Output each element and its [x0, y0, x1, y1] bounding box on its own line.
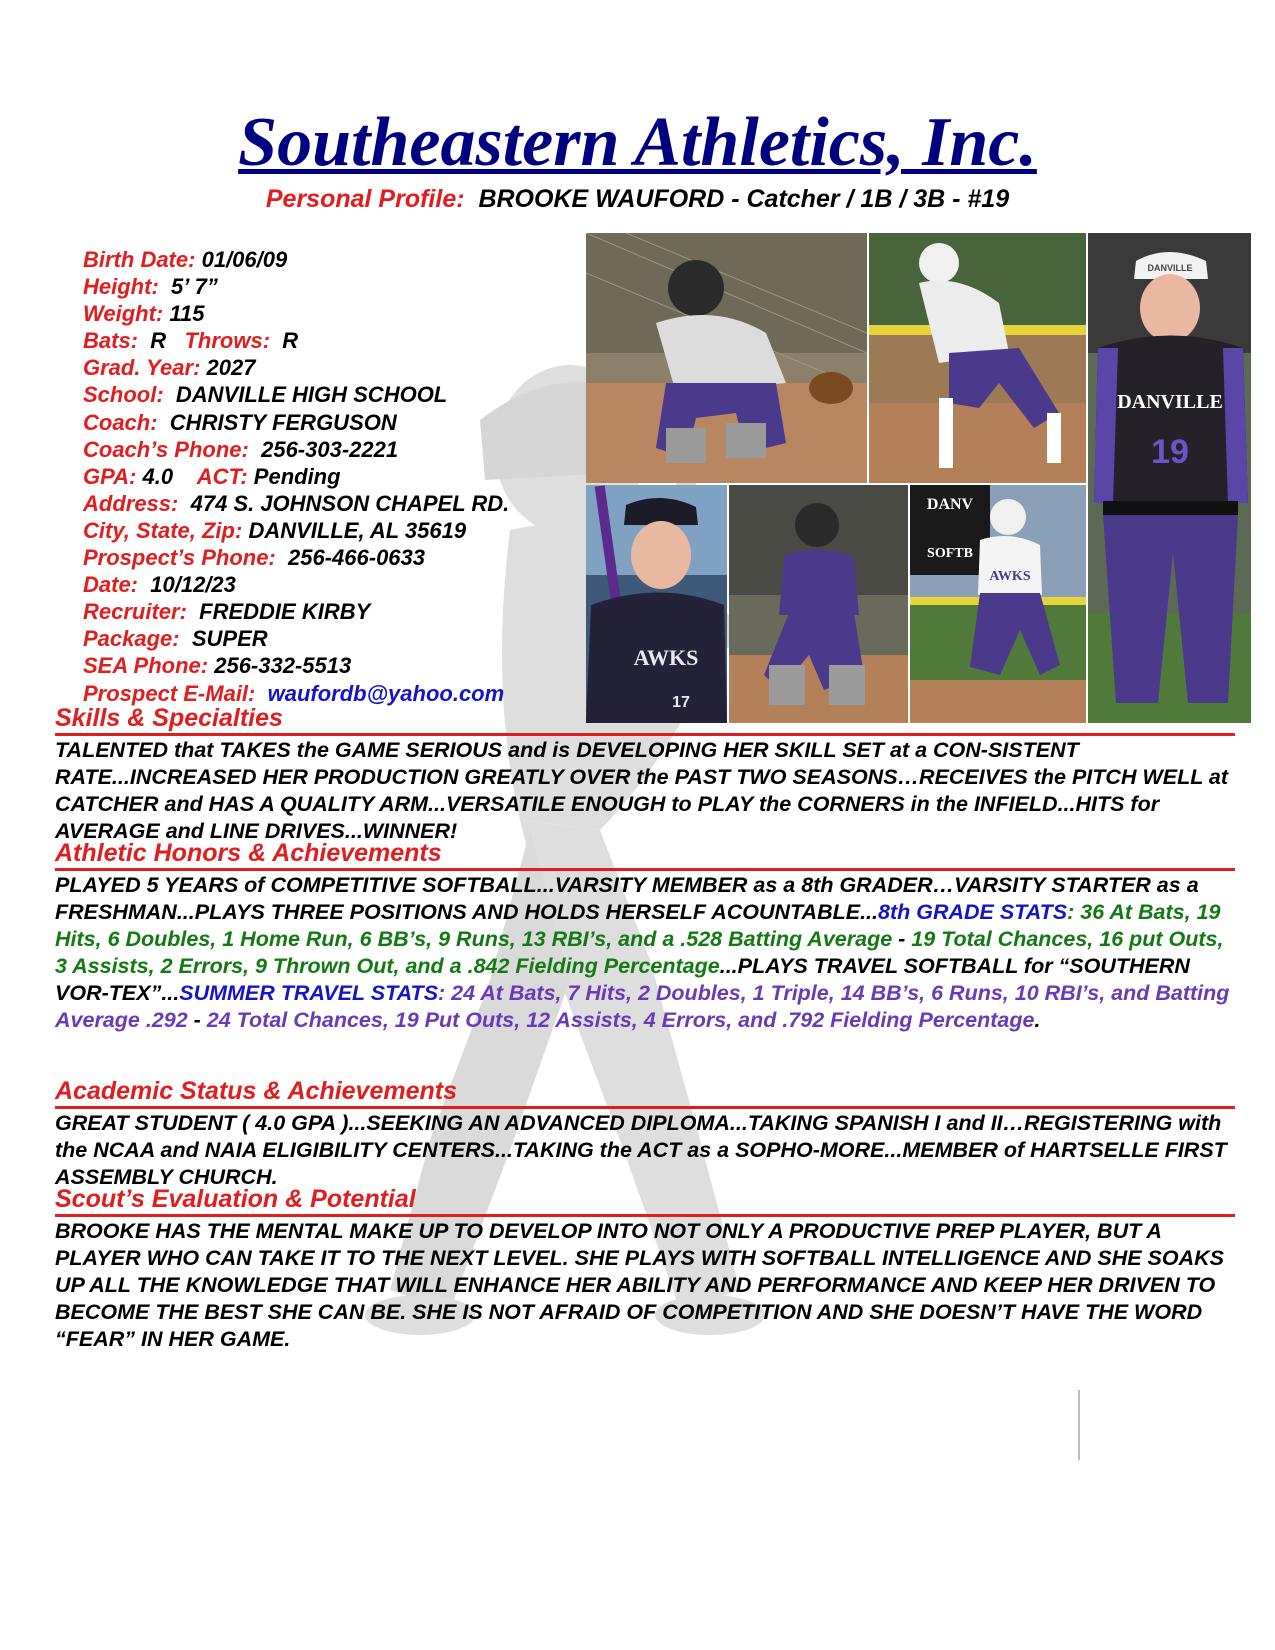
- profile-label: Personal Profile:: [265, 185, 465, 213]
- photo-kneeling-catcher: [729, 485, 908, 723]
- photo-with-bat: [586, 485, 727, 723]
- section-skills: [55, 703, 1235, 845]
- info-row-birth-date: Birth Date: 01/06/09: [83, 247, 288, 272]
- info-row-prospect-phone: Prospect’s Phone: 256-466-0633: [83, 545, 426, 571]
- info-row-package: Package: SUPER: [83, 626, 268, 652]
- section-heading-scout: Scout’s Evaluation & Potential: [55, 1184, 1235, 1217]
- visor-text: DANVILLE: [1147, 263, 1193, 273]
- photo-collage: [586, 233, 1251, 723]
- section-heading-skills: Skills & Specialties: [55, 703, 1235, 736]
- info-row-school: School: DANVILLE HIGH SCHOOL: [83, 382, 448, 408]
- shirt-text-2: AWKS: [989, 569, 1031, 584]
- section-academic: [55, 1076, 1235, 1191]
- photo-runner-lead: [869, 233, 1086, 483]
- sign-text-1: DANV: [926, 496, 974, 513]
- info-row-city-state-zip: City, State, Zip: DANVILLE, AL 35619: [83, 517, 467, 543]
- profile-info-list: [83, 246, 583, 707]
- section-body-academic: GREAT STUDENT ( 4.0 GPA )...SEEKING AN ADVANCED DIPLOMA...TAKING SPANISH I and II…REGISTERING with the NCAA and NAIA ELIGIBILITY CENTERS...TAKING the ACT as a SOPHO-MORE...MEMBER of HARTSELLE FIRST ASSEMBLY CHURCH.: [55, 1111, 1227, 1189]
- prospect-email-link[interactable]: waufordb@yahoo.com: [267, 680, 505, 706]
- photo-portrait-jersey: [1088, 233, 1251, 723]
- decorative-divider: [1078, 1390, 1080, 1460]
- profile-heading: [0, 186, 1275, 214]
- jersey-text: DANVILLE: [1117, 391, 1223, 413]
- photo-ready-stance: [910, 485, 1086, 723]
- section-heading-academic: Academic Status & Achievements: [55, 1076, 1235, 1109]
- info-row-sea-phone: SEA Phone: 256-332-5513: [83, 653, 352, 679]
- info-row-date: Date: 10/12/23: [83, 572, 236, 598]
- section-body-athletic: PLAYED 5 YEARS of COMPETITIVE SOFTBALL...VARSITY MEMBER as a 8th GRADER…VARSITY STARTER as a FRESHMAN...PLAYS THREE POSITIONS AND HOLDS HERSELF ACOUNTABLE...8th GRADE STATS: 36 At Bats, 19 Hits, 6 Doubles, 1 Home Run, 6 BB’s, 9 Runs, 13 RBI’s, and a .528 Batting Average - 19 Total Chances, 16 put Outs, 3 Assists, 2 Errors, 9 Thrown Out, and a .842 Fielding Percentage...PLAYS TRAVEL SOFTBALL for “SOUTHERN VOR-TEX”...SUMMER TRAVEL STATS: 24 At Bats, 7 Hits, 2 Doubles, 1 Triple, 14 BB’s, 6 Runs, 10 RBI’s, and Batting Average .292 - 24 Total Chances, 19 Put Outs, 12 Assists, 4 Errors, and .792 Fielding Percentage.: [55, 873, 1230, 1032]
- photo-catcher-crouch: [586, 233, 867, 483]
- info-row-gpa-act: GPA: 4.0 ACT: Pending: [83, 463, 341, 489]
- section-heading-athletic: Athletic Honors & Achievements: [55, 838, 1235, 871]
- info-row-height: Height: 5’ 7”: [83, 274, 218, 300]
- shirt-text-1: AWKS: [633, 645, 699, 670]
- section-body-skills: TALENTED that TAKES the GAME SERIOUS and is DEVELOPING HER SKILL SET at a CON-SISTENT RATE...INCREASED HER PRODUCTION GREATLY OVER the PAST TWO SEASONS…RECEIVES the PITCH WELL at CATCHER and HAS A QUALITY ARM...VERSATILE ENOUGH to PLAY the CORNERS in the INFIELD...HITS for AVERAGE and LINE DRIVES...WINNER!: [55, 738, 1229, 843]
- section-athletic: [55, 838, 1235, 1034]
- sign-text-2: SOFTB: [927, 546, 973, 561]
- section-body-scout: BROOKE HAS THE MENTAL MAKE UP TO DEVELOP INTO NOT ONLY A PRODUCTIVE PREP PLAYER, BUT A PLAYER WHO CAN TAKE IT TO THE NEXT LEVEL. SHE PLAYS WITH SOFTBALL INTELLIGENCE AND SHE SOAKS UP ALL THE KNOWLEDGE THAT WILL ENHANCE HER ABILITY AND PERFORMANCE AND KEEP HER DRIVEN TO BECOME THE BEST SHE CAN BE. SHE IS NOT AFRAID OF COMPETITION AND SHE DOESN’T HAVE THE WORD “FEAR” IN HER GAME.: [55, 1219, 1225, 1351]
- page-title: Southeastern Athletics, Inc.: [238, 104, 1037, 181]
- info-row-prospect-email: Prospect E-Mail: waufordb@yahoo.com: [83, 680, 505, 706]
- profile-value: BROOKE WAUFORD - Catcher / 1B / 3B - #19: [478, 185, 1010, 213]
- section-scout: [55, 1184, 1235, 1353]
- info-row-coach-phone: Coach’s Phone: 256-303-2221: [83, 436, 399, 462]
- info-row-recruiter: Recruiter: FREDDIE KIRBY: [83, 599, 371, 625]
- shirt-number-1: 17: [672, 694, 690, 711]
- jersey-number: 19: [1151, 433, 1189, 471]
- info-row-grad-year: Grad. Year: 2027: [83, 355, 256, 381]
- info-row-coach: Coach: CHRISTY FERGUSON: [83, 409, 397, 435]
- info-row-weight: Weight: 115: [83, 301, 205, 327]
- info-row-address: Address: 474 S. JOHNSON CHAPEL RD.: [83, 490, 510, 516]
- info-row-bats-throws: Bats: R Throws: R: [83, 328, 299, 354]
